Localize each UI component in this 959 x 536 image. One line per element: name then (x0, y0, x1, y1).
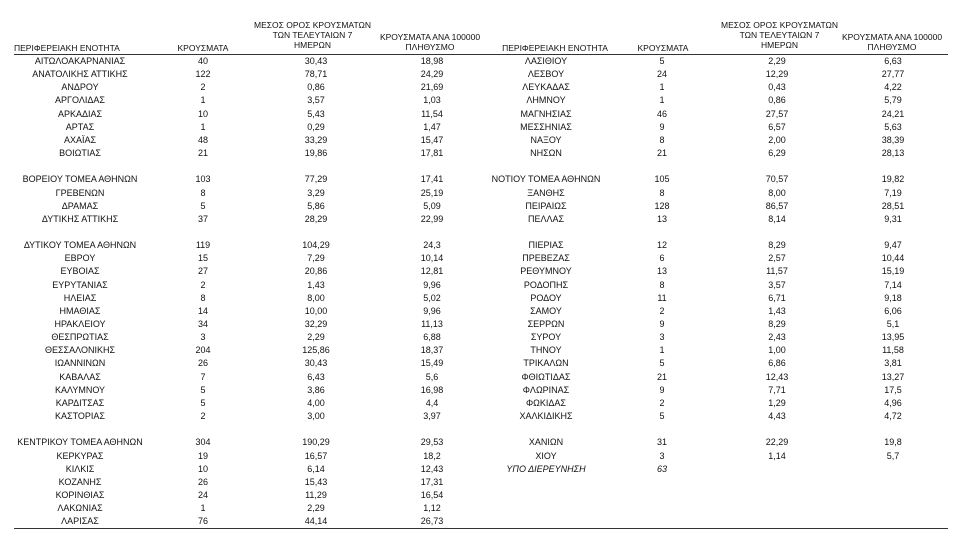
left-seven-day-average: 77,29 (304, 174, 328, 185)
left-region-name: ΚΕΡΚΥΡΑΣ (56, 450, 104, 461)
left-header-avg-line1: ΜΕΣΟΣ ΟΡΟΣ ΚΡΟΥΣΜΑΤΩΝ (254, 20, 371, 30)
left-seven-day-average: 0,86 (307, 82, 325, 93)
right-cases: 9 (659, 384, 665, 395)
right-cases-per-100k: 5,7 (886, 450, 900, 461)
right-cases-per-100k: 19,82 (881, 174, 905, 185)
left-seven-day-average: 190,29 (302, 437, 330, 448)
left-region-name: ΙΩΑΝΝΙΝΩΝ (54, 358, 106, 369)
right-cases-per-100k: 5,79 (884, 95, 902, 106)
right-region-name: ΠΕΛΛΑΣ (527, 213, 565, 224)
left-region-name: ΚΑΡΔΙΤΣΑΣ (55, 397, 105, 408)
left-cases-per-100k: 24,29 (420, 69, 444, 80)
left-seven-day-average: 20,86 (304, 266, 328, 277)
right-header-avg-line1: ΜΕΣΟΣ ΟΡΟΣ ΚΡΟΥΣΜΑΤΩΝ (721, 20, 838, 30)
left-region-name: ΛΑΡΙΣΑΣ (61, 516, 99, 527)
left-cases-per-100k: 17,81 (420, 148, 444, 159)
left-cases-per-100k: 5,02 (423, 292, 441, 303)
left-region-name: ΗΡΑΚΛΕΙΟΥ (54, 319, 106, 329)
left-cases: 24 (197, 489, 209, 500)
right-region-name: ΤΗΝΟΥ (530, 345, 562, 356)
right-region-name: ΡΟΔΟΠΗΣ (523, 279, 569, 290)
right-seven-day-average: 6,71 (768, 292, 786, 303)
left-cases: 1 (200, 121, 206, 132)
right-cases-per-100k: 9,47 (884, 240, 902, 251)
right-cases-per-100k: 17,5 (884, 384, 902, 395)
left-header-avg-line3: ΗΜΕΡΩΝ (293, 40, 332, 50)
left-cases-per-100k: 16,98 (420, 384, 444, 395)
left-cases-per-100k: 5,09 (423, 200, 441, 211)
left-cases-per-100k: 24,3 (423, 240, 441, 251)
left-seven-day-average: 3,29 (307, 187, 325, 198)
left-region-name: ΕΥΡΥΤΑΝΙΑΣ (52, 279, 108, 290)
left-region-name: ΚΑΒΑΛΑΣ (59, 371, 101, 382)
left-cases: 14 (197, 305, 209, 316)
right-cases-per-100k: 13,27 (881, 371, 905, 382)
left-seven-day-average: 16,57 (304, 450, 328, 461)
left-cases-per-100k: 1,47 (423, 121, 441, 132)
right-seven-day-average: 12,29 (765, 69, 789, 80)
left-region-name: ΚΑΛΥΜΝΟΥ (54, 384, 106, 395)
right-cases: 105 (654, 174, 670, 185)
right-region-name: ΧΑΝΙΩΝ (528, 437, 564, 448)
left-cases: 26 (197, 476, 209, 487)
left-cases-per-100k: 5,6 (425, 371, 439, 382)
left-header-cases: ΚΡΟΥΣΜΑΤΑ (177, 43, 229, 53)
left-region-name: ΚΟΡΙΝΘΙΑΣ (55, 489, 105, 500)
left-cases-per-100k: 11,54 (421, 108, 443, 119)
left-seven-day-average: 10,00 (304, 305, 328, 316)
left-cases-per-100k: 1,03 (423, 95, 441, 106)
right-cases-per-100k: 3,81 (884, 358, 902, 369)
right-cases: 5 (659, 56, 665, 66)
left-region-name: ΔΥΤΙΚΗΣ ΑΤΤΙΚΗΣ (41, 213, 119, 224)
right-cases-per-100k: 9,31 (884, 213, 902, 224)
left-seven-day-average: 3,00 (307, 411, 325, 422)
right-cases: 8 (659, 134, 665, 145)
right-cases-per-100k: 28,51 (881, 200, 905, 211)
right-region-name: ΧΑΛΚΙΔΙΚΗΣ (519, 411, 573, 422)
left-seven-day-average: 7,29 (307, 253, 325, 264)
right-region-name: ΛΕΥΚΑΔΑΣ (522, 82, 570, 93)
left-cases-per-100k: 1,12 (423, 503, 441, 514)
right-cases: 46 (656, 108, 668, 119)
right-cases: 1 (659, 345, 665, 356)
left-region-name: ΚΑΣΤΟΡΙΑΣ (55, 411, 105, 422)
left-cases-per-100k: 10,14 (420, 253, 444, 264)
right-cases-per-100k: 4,96 (884, 397, 902, 408)
right-cases: 8 (659, 279, 665, 290)
right-seven-day-average: 6,57 (768, 121, 786, 132)
left-seven-day-average: 32,29 (304, 319, 328, 329)
left-cases-per-100k: 17,31 (420, 476, 444, 487)
left-region-name: ΑΙΤΩΛΟΑΚΑΡΝΑΝΙΑΣ (34, 56, 126, 66)
left-region-name: ΑΡΤΑΣ (65, 121, 95, 132)
right-seven-day-average: 22,29 (765, 437, 789, 448)
left-cases-per-100k: 4,4 (425, 397, 439, 408)
left-cases: 76 (197, 516, 209, 527)
right-seven-day-average: 3,57 (768, 279, 786, 290)
left-region-name: ΒΟΡΕΙΟΥ ΤΟΜΕΑ ΑΘΗΝΩΝ (22, 174, 138, 185)
right-header-avg-line2: ΤΩΝ ΤΕΛΕΥΤΑΙΩΝ 7 (739, 30, 820, 40)
left-cases-per-100k: 15,47 (420, 134, 444, 145)
left-header-per100k (365, 32, 495, 52)
right-region-name: ΣΑΜΟΥ (530, 305, 562, 316)
left-seven-day-average: 1,43 (307, 279, 325, 290)
left-cases: 1 (200, 503, 206, 514)
left-seven-day-average: 44,14 (304, 516, 328, 527)
left-region-name: ΗΛΕΙΑΣ (63, 292, 97, 303)
left-cases: 27 (197, 266, 209, 277)
right-cases-per-100k: 24,21 (881, 108, 905, 119)
left-seven-day-average: 19,86 (304, 148, 328, 159)
left-cases-per-100k: 18,98 (420, 56, 444, 66)
right-cases-per-100k: 28,13 (881, 148, 905, 159)
left-seven-day-average: 8,00 (307, 292, 325, 303)
right-region-name: ΛΑΣΙΘΙΟΥ (524, 56, 568, 66)
left-cases-per-100k: 3,97 (423, 411, 441, 422)
left-cases: 8 (200, 292, 206, 303)
right-cases-per-100k: 11,58 (882, 345, 904, 356)
right-cases: 2 (659, 397, 665, 408)
left-cases: 40 (197, 56, 209, 66)
right-cases-per-100k: 19,8 (884, 437, 902, 448)
left-region-name: ΚΟΖΑΝΗΣ (58, 476, 102, 487)
right-seven-day-average: 4,43 (768, 411, 786, 422)
right-cases: 1 (659, 95, 665, 106)
left-seven-day-average: 78,71 (304, 69, 328, 80)
left-cases-per-100k: 15,49 (420, 358, 444, 369)
right-seven-day-average: 1,14 (768, 450, 786, 461)
left-seven-day-average: 2,29 (307, 332, 325, 343)
left-cases: 2 (200, 82, 206, 93)
left-seven-day-average: 30,43 (304, 56, 328, 66)
left-cases-per-100k: 16,54 (420, 489, 444, 500)
left-cases: 37 (197, 213, 209, 224)
left-cases: 122 (195, 69, 211, 80)
right-cases: 12 (656, 240, 668, 251)
right-seven-day-average: 70,57 (765, 174, 789, 185)
left-region-name: ΑΧΑΪΑΣ (63, 134, 97, 145)
right-region-name: ΤΡΙΚΑΛΩΝ (523, 358, 569, 369)
right-region-name: ΛΗΜΝΟΥ (526, 95, 566, 106)
left-cases: 10 (197, 108, 209, 119)
right-region-name: ΠΕΙΡΑΙΩΣ (525, 200, 567, 211)
right-cases-per-100k: 38,39 (881, 134, 905, 145)
right-region-name: ΦΩΚΙΔΑΣ (526, 397, 566, 408)
left-seven-day-average: 30,43 (304, 358, 328, 369)
right-seven-day-average: 2,43 (768, 332, 786, 343)
right-region-name: ΡΟΔΟΥ (530, 292, 562, 303)
right-cases: 3 (659, 450, 665, 461)
left-cases-per-100k: 29,53 (420, 437, 444, 448)
left-cases: 5 (200, 384, 206, 395)
left-cases-per-100k: 12,81 (420, 266, 444, 277)
left-cases-per-100k: 22,99 (420, 213, 444, 224)
right-seven-day-average: 8,29 (768, 240, 786, 251)
right-header-region: ΠΕΡΙΦΕΡΕΙΑΚΗ ΕΝΟΤΗΤΑ (502, 43, 608, 53)
left-region-name: ΛΑΚΩΝΙΑΣ (57, 503, 103, 514)
footnote-label: ΥΠΟ ΔΙΕΡΕΥΝΗΣΗ (506, 464, 586, 474)
left-header-avg-line2: ΤΩΝ ΤΕΛΕΥΤΑΙΩΝ 7 (272, 30, 353, 40)
right-region-name: ΡΕΘΥΜΝΟΥ (520, 266, 572, 277)
right-cases: 11 (657, 292, 667, 303)
right-header-per100k-line1: ΚΡΟΥΣΜΑΤΑ ΑΝΑ 100000 (841, 32, 943, 42)
left-cases: 21 (197, 148, 209, 159)
left-header-avg (245, 20, 380, 50)
right-region-name: ΣΥΡΟΥ (530, 332, 562, 343)
right-seven-day-average: 2,57 (768, 253, 786, 264)
left-region-name: ΚΕΝΤΡΙΚΟΥ ΤΟΜΕΑ ΑΘΗΝΩΝ (17, 437, 143, 448)
right-cases: 21 (656, 148, 668, 159)
left-header-per100k-line1: ΚΡΟΥΣΜΑΤΑ ΑΝΑ 100000 (379, 32, 481, 42)
right-seven-day-average: 1,43 (768, 305, 786, 316)
right-seven-day-average: 2,29 (768, 56, 786, 66)
right-cases: 24 (656, 69, 668, 80)
right-seven-day-average: 8,29 (768, 319, 786, 329)
right-cases-per-100k: 10,44 (881, 253, 905, 264)
left-cases: 34 (197, 319, 209, 329)
left-header-per100k-line2: ΠΛΗΘΥΣΜΟ (405, 42, 455, 52)
left-region-name: ΚΙΛΚΙΣ (65, 463, 95, 474)
left-region-name: ΘΕΣΣΑΛΟΝΙΚΗΣ (44, 345, 116, 356)
right-region-name: ΝΑΞΟΥ (530, 134, 562, 145)
right-cases-per-100k: 13,95 (881, 332, 905, 343)
left-cases-per-100k: 6,88 (423, 332, 441, 343)
right-region-name: ΣΕΡΡΩΝ (527, 319, 565, 329)
left-region-name: ΕΥΒΟΙΑΣ (60, 266, 100, 277)
right-cases: 13 (656, 266, 668, 277)
right-region-name: ΦΛΩΡΙΝΑΣ (522, 384, 570, 395)
right-cases: 6 (659, 253, 665, 264)
right-header-per100k-line2: ΠΛΗΘΥΣΜΟ (867, 42, 917, 52)
left-cases-per-100k: 17,41 (420, 174, 444, 185)
right-region-name: ΜΑΓΝΗΣΙΑΣ (520, 108, 572, 119)
left-seven-day-average: 5,43 (307, 108, 325, 119)
left-region-name: ΓΡΕΒΕΝΩΝ (55, 187, 105, 198)
left-seven-day-average: 28,29 (304, 213, 328, 224)
right-cases: 5 (659, 411, 665, 422)
right-seven-day-average: 1,29 (768, 397, 786, 408)
left-seven-day-average: 6,14 (307, 463, 325, 474)
left-cases: 7 (200, 371, 206, 382)
right-header-per100k (827, 32, 957, 52)
left-cases: 3 (200, 332, 206, 343)
right-cases-per-100k: 5,63 (884, 121, 902, 132)
left-cases-per-100k: 11,13 (421, 319, 443, 329)
left-cases-per-100k: 18,2 (423, 450, 441, 461)
left-seven-day-average: 11,29 (305, 489, 327, 500)
right-cases: 2 (659, 305, 665, 316)
right-cases-per-100k: 6,63 (884, 56, 902, 66)
left-cases-per-100k: 9,96 (423, 279, 441, 290)
left-cases: 119 (195, 240, 211, 251)
left-cases: 1 (200, 95, 206, 106)
right-seven-day-average: 1,00 (768, 345, 786, 356)
right-region-name: ΠΙΕΡΙΑΣ (528, 240, 564, 251)
left-header-region: ΠΕΡΙΦΕΡΕΙΑΚΗ ΕΝΟΤΗΤΑ (14, 43, 120, 53)
right-seven-day-average: 86,57 (765, 200, 789, 211)
right-cases-per-100k: 7,14 (884, 279, 902, 290)
left-region-name: ΔΥΤΙΚΟΥ ΤΟΜΕΑ ΑΘΗΝΩΝ (23, 240, 137, 251)
left-cases-per-100k: 9,96 (423, 305, 441, 316)
left-region-name: ΑΝΔΡΟΥ (61, 82, 99, 93)
left-cases: 48 (197, 134, 209, 145)
left-cases: 8 (200, 187, 206, 198)
left-cases-per-100k: 18,37 (420, 345, 444, 356)
left-cases: 304 (195, 437, 211, 448)
left-cases-per-100k: 21,69 (420, 82, 444, 93)
right-cases-per-100k: 5,1 (886, 319, 900, 329)
left-region-name: ΘΕΣΠΡΩΤΙΑΣ (51, 332, 109, 343)
left-cases: 15 (197, 253, 209, 264)
left-seven-day-average: 5,86 (307, 200, 325, 211)
left-region-name: ΑΡΚΑΔΙΑΣ (57, 108, 103, 119)
left-region-name: ΔΡΑΜΑΣ (61, 200, 99, 211)
left-seven-day-average: 3,86 (307, 384, 325, 395)
right-seven-day-average: 0,43 (768, 82, 786, 93)
left-cases: 26 (197, 358, 209, 369)
header-rule (14, 54, 948, 55)
right-cases-per-100k: 7,19 (884, 187, 902, 198)
right-cases: 13 (656, 213, 668, 224)
right-cases-per-100k: 15,19 (881, 266, 905, 277)
left-region-name: ΗΜΑΘΙΑΣ (59, 305, 101, 316)
right-cases: 5 (659, 358, 665, 369)
right-seven-day-average: 0,86 (768, 95, 786, 106)
left-cases-per-100k: 12,43 (420, 463, 444, 474)
right-cases: 1 (659, 82, 665, 93)
left-seven-day-average: 6,43 (307, 371, 325, 382)
left-region-name: ΑΝΑΤΟΛΙΚΗΣ ΑΤΤΙΚΗΣ (32, 69, 128, 80)
left-cases: 5 (200, 200, 206, 211)
right-seven-day-average: 6,86 (768, 358, 786, 369)
right-seven-day-average: 27,57 (765, 108, 789, 119)
left-cases: 5 (200, 397, 206, 408)
left-cases: 10 (197, 463, 209, 474)
footnote-cases: 63 (656, 464, 668, 474)
left-cases: 2 (200, 411, 206, 422)
left-cases-per-100k: 25,19 (420, 187, 444, 198)
right-region-name: ΝΗΣΩΝ (530, 148, 562, 159)
right-cases-per-100k: 9,18 (884, 292, 902, 303)
left-cases: 2 (200, 279, 206, 290)
right-seven-day-average: 7,71 (768, 384, 786, 395)
right-region-name: ΜΕΣΣΗΝΙΑΣ (520, 121, 572, 132)
right-seven-day-average: 2,00 (768, 134, 786, 145)
left-seven-day-average: 33,29 (304, 134, 328, 145)
right-cases: 128 (654, 200, 670, 211)
right-cases: 31 (656, 437, 668, 448)
left-seven-day-average: 0,29 (307, 121, 325, 132)
right-seven-day-average: 8,00 (768, 187, 786, 198)
right-cases: 3 (659, 332, 665, 343)
right-header-avg-line3: ΗΜΕΡΩΝ (760, 40, 799, 50)
right-seven-day-average: 12,43 (765, 371, 789, 382)
right-cases-per-100k: 4,22 (884, 82, 902, 93)
right-cases-per-100k: 4,72 (884, 411, 902, 422)
right-cases: 8 (659, 187, 665, 198)
right-region-name: ΦΘΙΩΤΙΔΑΣ (521, 371, 571, 382)
right-region-name: ΛΕΣΒΟΥ (527, 69, 565, 80)
right-region-name: ΧΙΟΥ (535, 450, 557, 461)
left-seven-day-average: 3,57 (307, 95, 325, 106)
left-region-name: ΑΡΓΟΛΙΔΑΣ (55, 95, 105, 106)
left-cases: 19 (197, 450, 209, 461)
left-cases: 204 (195, 345, 211, 356)
right-cases-per-100k: 6,06 (884, 305, 902, 316)
left-cases: 103 (195, 174, 211, 185)
right-seven-day-average: 11,57 (766, 266, 788, 277)
right-cases: 9 (659, 319, 665, 329)
left-seven-day-average: 4,00 (307, 397, 325, 408)
right-cases: 21 (656, 371, 668, 382)
bottom-rule (14, 528, 948, 529)
left-seven-day-average: 2,29 (307, 503, 325, 514)
right-seven-day-average: 6,29 (768, 148, 786, 159)
left-seven-day-average: 15,43 (304, 476, 328, 487)
right-seven-day-average: 8,14 (768, 213, 786, 224)
left-region-name: ΒΟΙΩΤΙΑΣ (59, 148, 101, 159)
right-header-cases: ΚΡΟΥΣΜΑΤΑ (637, 43, 689, 53)
left-cases-per-100k: 26,73 (420, 516, 444, 527)
right-region-name: ΝΟΤΙΟΥ ΤΟΜΕΑ ΑΘΗΝΩΝ (491, 174, 601, 185)
right-cases: 9 (659, 121, 665, 132)
right-cases-per-100k: 27,77 (881, 69, 905, 80)
right-region-name: ΠΡΕΒΕΖΑΣ (522, 253, 570, 264)
right-region-name: ΞΑΝΘΗΣ (527, 187, 565, 198)
left-seven-day-average: 104,29 (302, 240, 330, 251)
left-seven-day-average: 125,86 (302, 345, 330, 356)
left-region-name: ΕΒΡΟΥ (64, 253, 96, 264)
